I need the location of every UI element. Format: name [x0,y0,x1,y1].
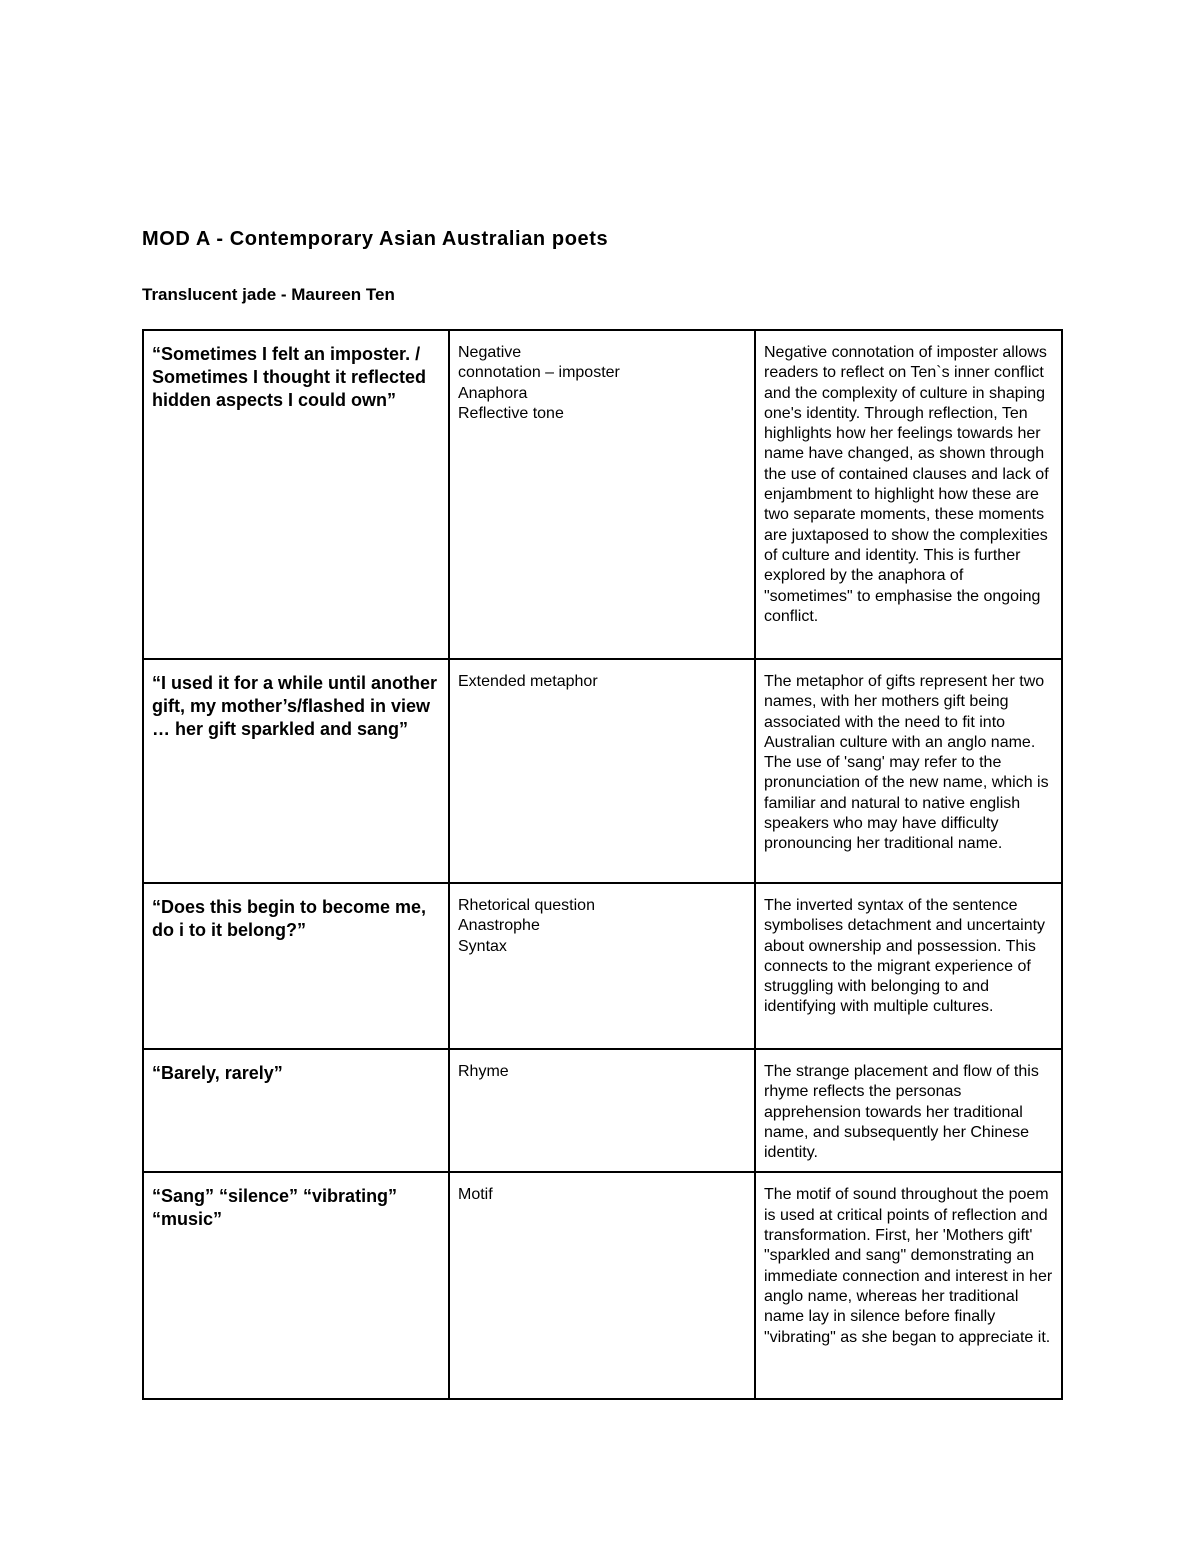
technique-cell: Extended metaphor [449,659,755,883]
quote-cell: “Sang” “silence” “vibrating” “music” [143,1172,449,1399]
table-row [143,659,1062,883]
analysis-cell: Negative connotation of imposter allows readers to reflect on Ten`s inner conflict and the complexity of culture in shaping one's identity. Through reflection, Ten highlights how her feelings towards her name have changed, as shown through the use of contained clauses and lack of enjambment to highlight how these are two separate moments, these moments are juxtaposed to show the complexities of culture and identity. This is further explored by the anaphora of "sometimes" to emphasise the ongoing conflict. [755,330,1062,659]
table-row [143,883,1062,1049]
quote-cell: “Barely, rarely” [143,1049,449,1172]
table-row [143,1049,1062,1172]
technique-cell: Negative connotation – imposter Anaphora Reflective tone [449,330,755,659]
quote-cell: “Sometimes I felt an imposter. / Sometimes I thought it reflected hidden aspects I could own” [143,330,449,659]
technique-cell: Motif [449,1172,755,1399]
technique-cell: Rhyme [449,1049,755,1172]
analysis-cell: The metaphor of gifts represent her two names, with her mothers gift being associated with the need to fit into Australian culture with an anglo name. The use of 'sang' may refer to the pronunciation of the new name, which is familiar and natural to native english speakers who may have difficulty pronouncing her traditional name. [755,659,1062,883]
document-subtitle: Translucent jade - Maureen Ten [142,285,395,304]
analysis-cell: The strange placement and flow of this rhyme reflects the personas apprehension towards her traditional name, and subsequently her Chinese identity. [755,1049,1062,1172]
table-row [143,330,1062,659]
quote-cell: “Does this begin to become me, do i to it belong?” [143,883,449,1049]
analysis-cell: The inverted syntax of the sentence symbolises detachment and uncertainty about ownership and possession. This connects to the migrant experience of struggling with belonging to and identifying with multiple cultures. [755,883,1062,1049]
document-title: MOD A - Contemporary Asian Australian poets [142,228,609,250]
analysis-cell: The motif of sound throughout the poem is used at critical points of reflection and transformation. First, her 'Mothers gift' "sparkled and sang" demonstrating an immediate connection and interest in her anglo name, whereas her traditional name lay in silence before finally "vibrating" as she began to appreciate it. [755,1172,1062,1399]
analysis-table [142,329,1063,1400]
quote-cell: “I used it for a while until another gift, my mother’s/flashed in view … her gift sparkled and sang” [143,659,449,883]
table-row [143,1172,1062,1399]
technique-cell: Rhetorical question Anastrophe Syntax [449,883,755,1049]
